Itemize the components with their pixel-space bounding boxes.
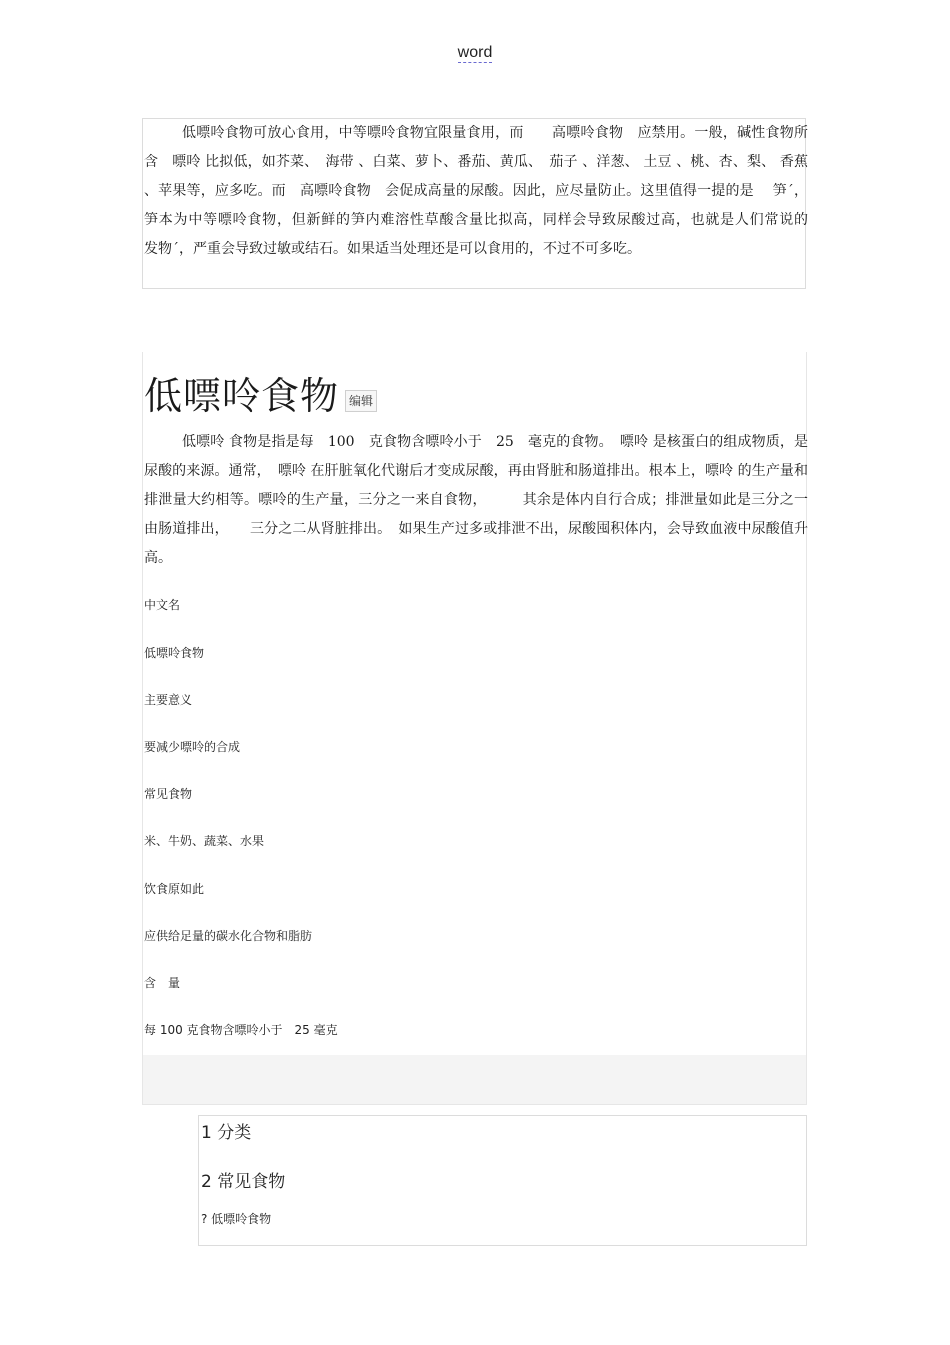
toc-item-common-foods[interactable]: 2 常见食物 xyxy=(201,1172,286,1192)
info-value-chinese-name: 低嘌呤食物 xyxy=(144,646,205,660)
intro-paragraph: 低嘌呤食物可放心食用，中等嘌呤食物宜限量食用，而 高嘌呤食物 应禁用。一般，碱性食物所含 嘌呤 比拟低，如芥菜、 海带 、白菜、萝卜、番茄、黄瓜、 茄子 、洋葱、 土豆 、桃、杏、梨、 香蕉 、苹果等，应多吃。而 高嘌呤食物 会促成高量的尿酸。因此，应尽量防止。这里值得一提的是 笋ˊ，笋本为中等嘌呤食物，但新鲜的笋内难溶性草酸含量比拟高，同样会导致尿酸过高，也就是人们常说的 发物ˊ，严重会导致过敏或结石。如果适当处理还是可以食用的，不过不可多吃。 xyxy=(144,125,836,257)
info-label-content: 含 量 xyxy=(144,976,181,990)
toc-subitem-low-purine-foods[interactable]: ? 低嘌呤食物 xyxy=(201,1212,272,1226)
info-label-main-meaning: 主要意义 xyxy=(144,693,193,707)
info-label-chinese-name: 中文名 xyxy=(144,598,181,612)
info-label-diet-principle: 饮食原如此 xyxy=(144,882,205,896)
edit-button[interactable]: 编辑 xyxy=(345,390,377,412)
article-box-footer xyxy=(143,1055,806,1104)
info-label-common-foods: 常见食物 xyxy=(144,787,193,801)
info-value-content: 每 100 克食物含嘌呤小于 25 毫克 xyxy=(144,1023,338,1037)
article-title: 低嘌呤食物 xyxy=(144,374,340,418)
info-value-common-foods: 米、牛奶、蔬菜、水果 xyxy=(144,834,265,848)
header-title: word xyxy=(457,44,493,61)
info-value-main-meaning: 要减少嘌呤的合成 xyxy=(144,740,241,754)
document-header xyxy=(0,44,950,62)
article-summary: 低嘌呤 食物是指是每 100 克食物含嘌呤小于 25 毫克的食物。 嘌呤 是核蛋白的组成物质，是尿酸的来源。通常， 嘌呤 在肝脏氧化代谢后才变成尿酸，再由肾脏和肠道排出。根本上，嘌呤 的生产量和排泄量大约相等。嘌呤的生产量，三分之一来自食物， 其余是体内自行合成；排泄量如此是三分之一由肠道排出， 三分之二从肾脏排出。 如果生产过多或排泄不出，尿酸囤积体内，会导致血液中尿酸值升高。 xyxy=(144,434,808,566)
toc-item-classification[interactable]: 1 分类 xyxy=(201,1123,252,1143)
table-of-contents xyxy=(198,1115,807,1246)
info-value-diet-principle: 应供给足量的碳水化合物和脂肪 xyxy=(144,929,313,943)
